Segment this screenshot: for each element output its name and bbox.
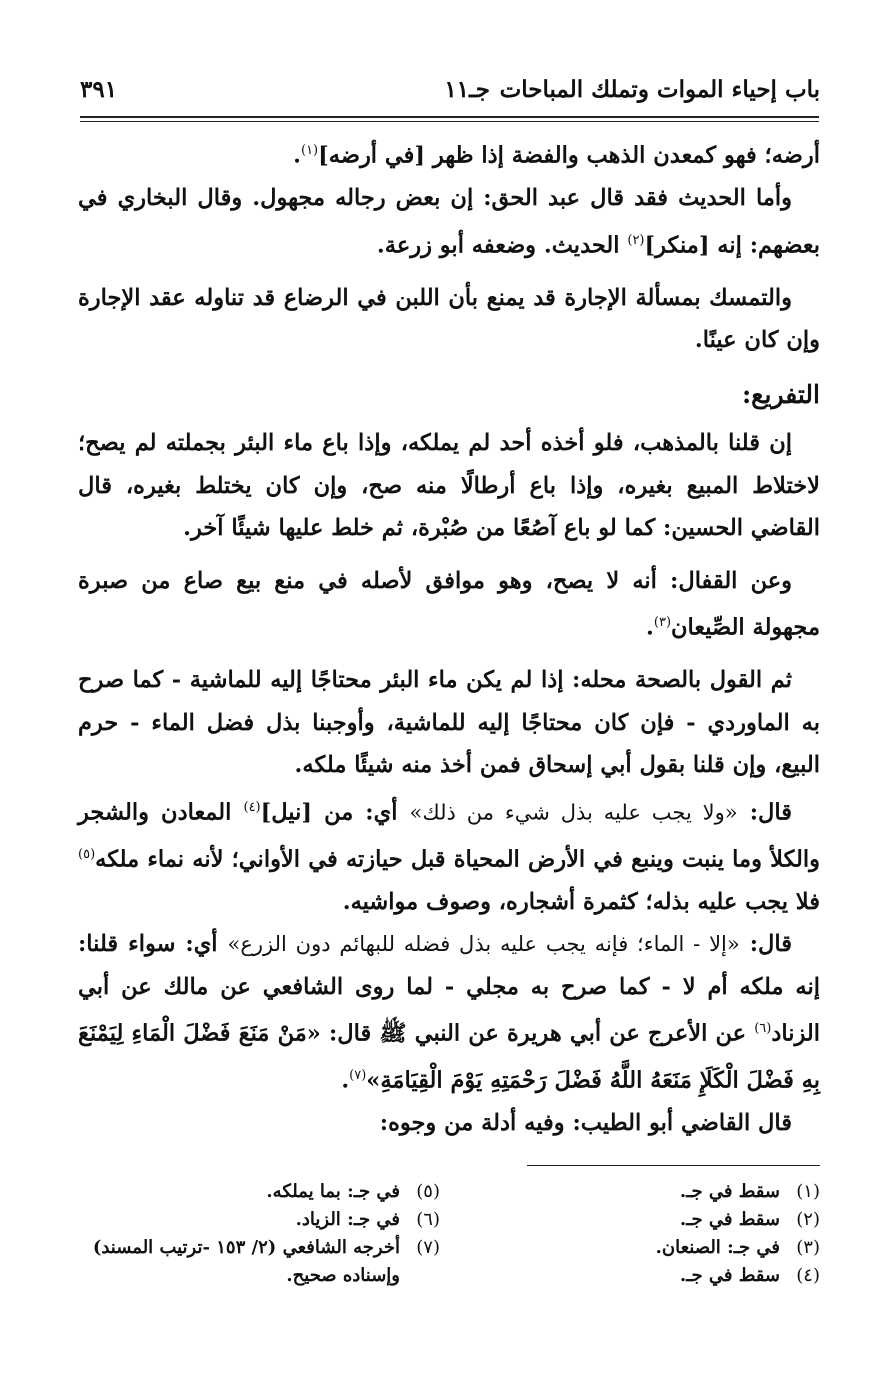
- paragraph: وعن القفال: أنه لا يصح، وهو موافق لأصله في منع بيع صاع من صبرة مجهولة الصِّيعان$^{(٣)}$.: [78, 567, 820, 641]
- footnote-ref: (٥): [78, 846, 96, 862]
- paragraph: قال القاضي أبو الطيب: وفيه أدلة من وجوه:: [379, 1110, 792, 1136]
- footnote: (٦)في جـ: الزياد.: [295, 1209, 440, 1230]
- footnotes-column-right: [620, 1178, 820, 1290]
- section-heading: التفريع:: [741, 379, 820, 409]
- footnote-ref: (٦): [754, 1021, 772, 1036]
- matn-quote: «ولا يجب عليه بذل شيء من ذلك»: [409, 800, 738, 824]
- header-rule-thin: [80, 121, 819, 122]
- paragraph: والتمسك بمسألة الإجارة قد يمنع بأن اللبن في الرضاع قد تناوله عقد الإجارة وإن كان عينًا.: [78, 284, 820, 353]
- main-text: [78, 130, 820, 1145]
- footnote: (٧)أخرجه الشافعي (٢/ ١٥٣ -ترتيب المسند): [92, 1237, 440, 1258]
- footnote-ref: (٢): [627, 232, 645, 248]
- header-rule: [80, 116, 819, 118]
- footnote-rule: [527, 1165, 820, 1166]
- volume-number: جـ١١: [444, 76, 490, 103]
- paragraph: وأما الحديث فقد قال عبد الحق: إن بعض رجاله مجهول. وقال البخاري في بعضهم: إنه [منكر]$^{(٢)}$ الحديث. وضعفه أبو زرعة.: [78, 185, 820, 258]
- footnote: (٣)في جـ: الصنعان.: [655, 1237, 820, 1258]
- matn-quote: «إلا - الماء؛ فإنه يجب عليه بذل فضله للبهائم دون الزرع»: [227, 932, 740, 956]
- footnote: (٢)سقط في جـ.: [679, 1209, 820, 1230]
- running-header: [80, 70, 820, 110]
- page-number: ٣٩١: [80, 76, 118, 103]
- paragraph: ثم القول بالصحة محله: إذا لم يكن ماء البئر محتاجًا إليه للماشية - كما صرح به الماوردي - فإن كان محتاجًا إليه للماشية، وأوجبنا بذل فضل الماء - حرم البيع، وإن قلنا بقول أبي إسحاق فمن أخذ منه شيئًا ملكه.: [78, 667, 820, 778]
- footnotes-column-left: [80, 1178, 440, 1290]
- footnote: (١)سقط في جـ.: [679, 1181, 820, 1202]
- footnote: (٤)سقط في جـ.: [679, 1265, 820, 1286]
- footnote-ref: (٧): [349, 1068, 367, 1083]
- footnotes: [80, 1178, 820, 1338]
- paragraph: إن قلنا بالمذهب، فلو أخذه أحد لم يملكه، وإذا باع ماء البئر بجملته لم يصح؛ لاختلاط المبيع بغيره، وإذا باع أرطالًا منه صح، وإن كان يختلط بغيره، قال القاضي الحسين: كما لو باع آصُعًا من صُبْرة، ثم خلط عليها شيئًا آخر.: [78, 430, 820, 541]
- footnote-ref: (١): [300, 143, 319, 158]
- chapter-title: باب إحياء الموات وتملك المباحات: [499, 76, 820, 103]
- paragraph: أرضه؛ فهو كمعدن الذهب والفضة إذا ظهر [في أرضه]$^{(١)}$.: [293, 142, 820, 169]
- footnote-ref: (٣): [653, 615, 672, 630]
- footnote: (٥)في جـ: بما يملكه.: [266, 1181, 440, 1202]
- footnote-continuation: وإسناده صحيح.: [286, 1265, 400, 1286]
- paragraph: قال: «ولا يجب عليه بذل شيء من ذلك» أي: من [نيل]$^{(٤)}$ المعادن والشجر والكلأ وما ينبت وينبع في الأرض المحياة قبل حيازته في الأواني؛ لأنه نماء ملكه$^{(٥)}$ فلا يجب عليه بذله؛ كثمرة أشجاره، وصوف مواشيه.: [78, 799, 820, 915]
- paragraph: قال: «إلا - الماء؛ فإنه يجب عليه بذل فضله للبهائم دون الزرع» أي: سواء قلنا: إنه ملكه أم لا - كما صرح به مجلي - لما روى الشافعي عن مالك عن أبي الزناد$^{(٦)}$ عن الأعرج عن أبي هريرة عن النبي ﷺ قال: «مَنْ مَنَعَ فَضْلَ الْمَاءِ لِيَمْنَعَ بِهِ فَضْلَ الْكَلَإِ مَنَعَهُ اللَّهُ فَضْلَ رَحْمَتِهِ يَوْمَ الْقِيَامَةِ»$^{(٧)}$.: [78, 931, 820, 1094]
- footnote-ref: (٤): [243, 799, 261, 815]
